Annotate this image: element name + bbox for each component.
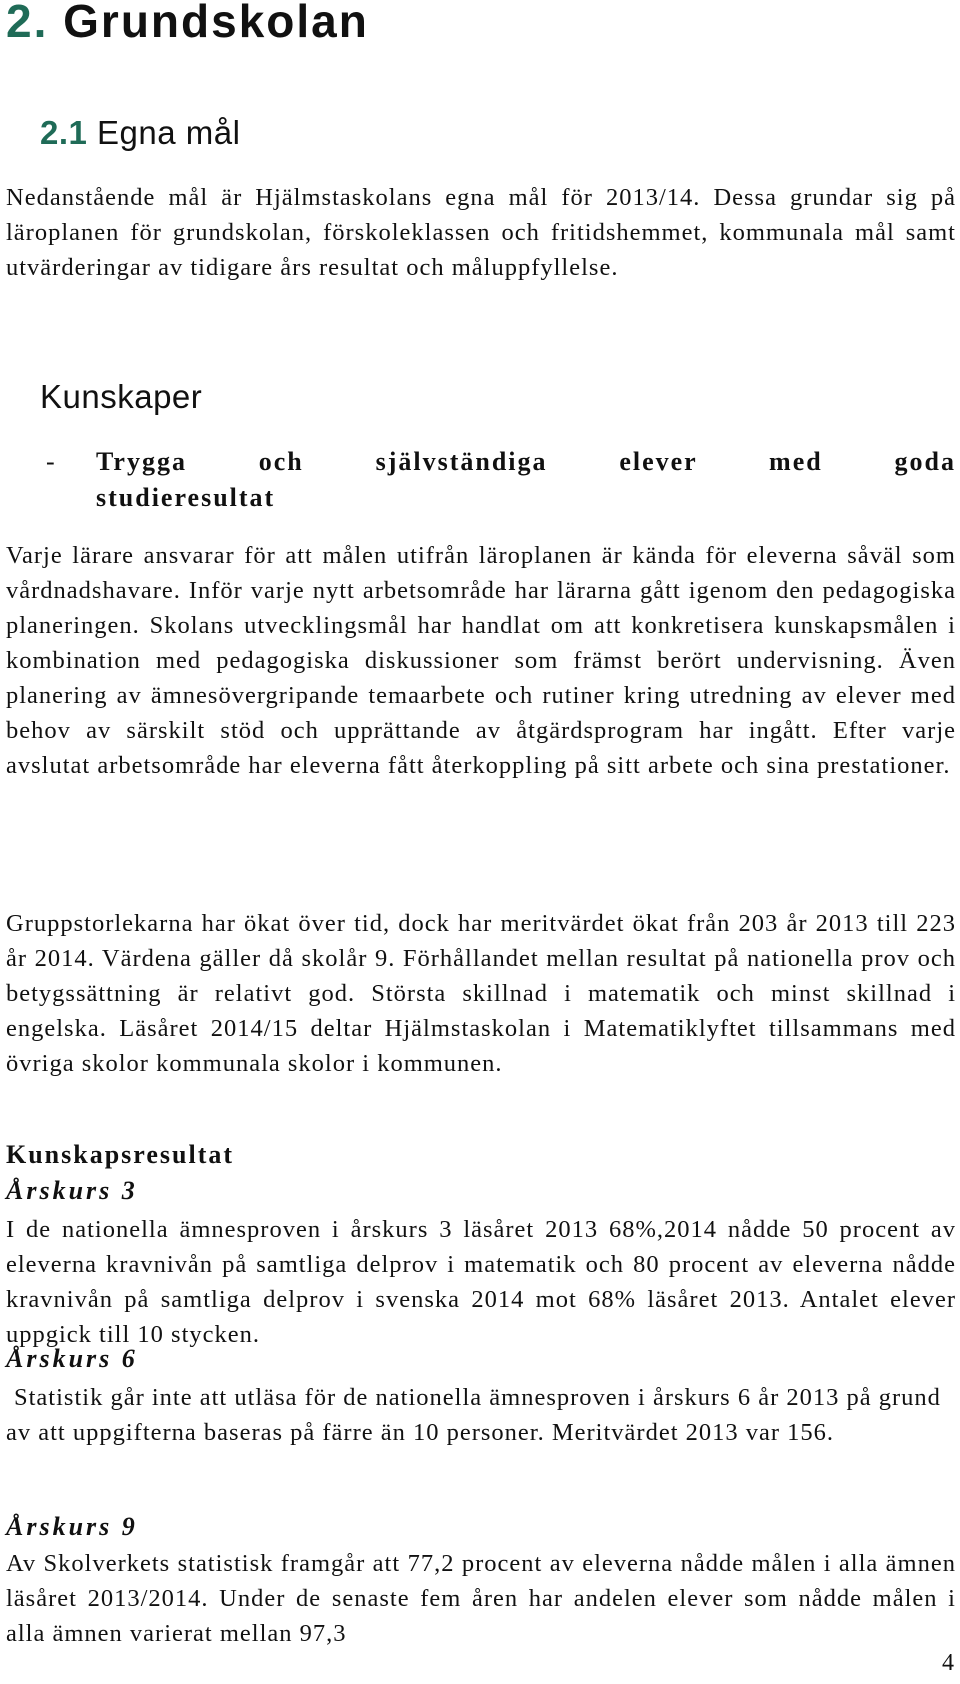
group-size-paragraph: Gruppstorlekarna har ökat över tid, dock har meritvärdet ökat från 203 år 2013 till 223 år 2014. Värdena gäller då skolår 9. Förhållandet mellan resultat på nationella prov och betygssättning är relativt god. Största skillnad i matematik och minst skillnad i engelska. Läsåret 2014/15 deltar Hjälmstaskolan i Matematiklyftet tillsammans med övriga skolor kommunala skolor i kommunen. [6,910,956,1077]
arskurs6-heading: Årskurs 6 [6,1344,138,1373]
chapter-number: 2. [6,0,49,47]
teacher-paragraph: Varje lärare ansvarar för att målen utifrån läroplanen är kända för eleverna såväl som vårdnadshavare. Inför varje nytt arbetsområde har lärarna gått igenom den pedagogiska planeringen. Skolans utvecklingsmål har handlat om att konkretisera kunskapsmålen i kombination med pedagogiska diskussioner som främst berört undervisning. Även planering av ämnesövergripande temaarbete och rutiner kring utredning av elever med behov av särskilt stöd och upprättande av åtgärdsprogram har ingått. Efter varje avslutat arbetsområde har eleverna fått återkoppling på sitt arbete och sina prestationer. [6,542,956,779]
bullet-text: Trygga och självständiga elever med goda studieresultat [96,447,956,512]
arskurs3-heading: Årskurs 3 [6,1176,138,1205]
subsection-heading-kunskaper: Kunskaper [40,378,203,415]
chapter-title: Grundskolan [63,0,369,47]
chapter-heading [6,0,369,48]
section-number: 2.1 [40,114,88,151]
goal-bullet [46,444,956,516]
intro-paragraph: Nedanstående mål är Hjälmstaskolans egna mål för 2013/14. Dessa grundar sig på läroplanen för grundskolan, förskoleklassen och fritidshemmet, kommunala mål samt utvärderingar av tidigare års resultat och måluppfyllelse. [6,184,956,281]
arskurs9-paragraph: Av Skolverkets statistisk framgår att 77,2 procent av eleverna nådde målen i alla ämnen läsåret 2013/2014. Under de senaste fem åren har andelen elever som nådde målen i alla ämnen varierat mellan 97,3 [6,1550,956,1647]
bullet-dash: - [46,447,57,476]
kunskapsresultat-heading: Kunskapsresultat [6,1140,235,1169]
arskurs3-paragraph: I de nationella ämnesproven i årskurs 3 läsåret 2013 68%,2014 nådde 50 procent av eleverna kravnivån på samtliga delprov i matematik och 80 procent av eleverna nådde kravnivån på samtliga delprov i svenska 2014 mot 68% läsåret 2013. Antalet elever uppgick till 10 stycken. [6,1216,956,1348]
arskurs6-paragraph: Statistik går inte att utläsa för de nationella ämnesproven i årskurs 6 år 2013 på grund av att uppgifterna baseras på färre än 10 personer. Meritvärdet 2013 var 156. [6,1384,941,1446]
page-number: 4 [942,1650,954,1676]
section-heading [40,114,240,152]
section-title: Egna mål [97,114,241,151]
arskurs9-heading: Årskurs 9 [6,1512,138,1541]
